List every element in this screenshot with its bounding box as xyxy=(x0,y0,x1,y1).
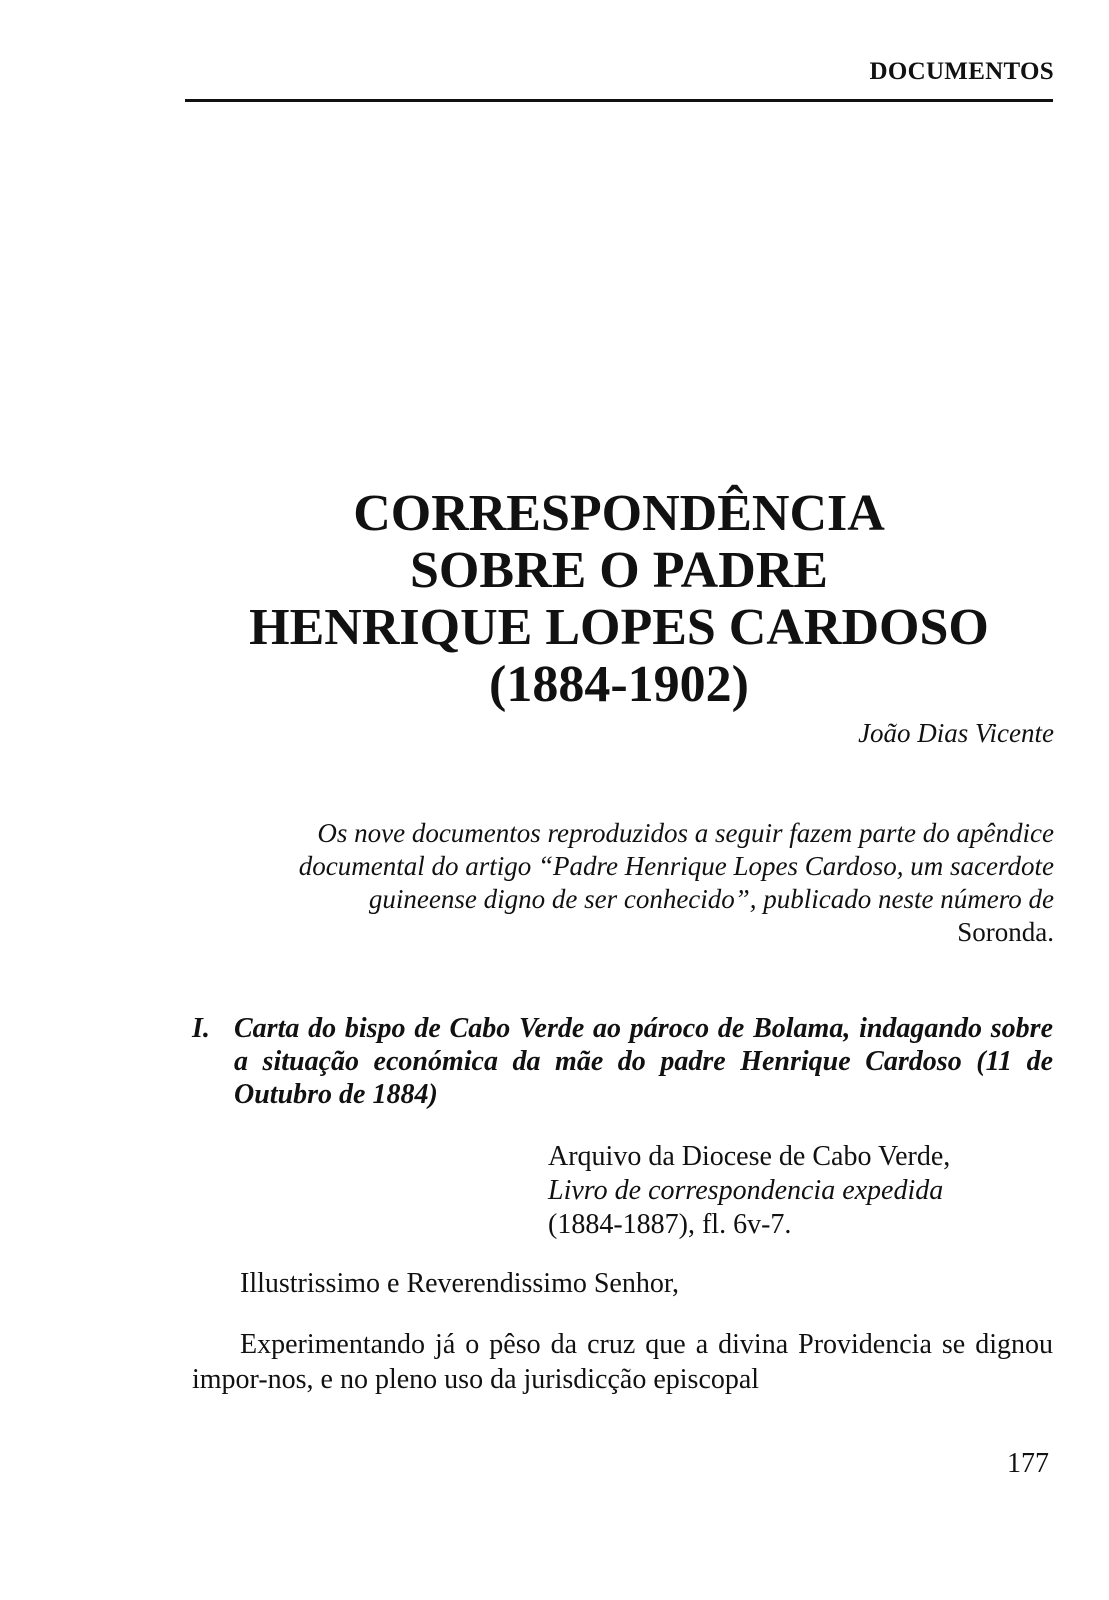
source-book: Livro de correspondencia expedida xyxy=(548,1175,944,1206)
title-line: CORRESPONDÊNCIA xyxy=(353,485,885,542)
section-label: DOCUMENTOS xyxy=(869,58,1054,85)
letter-body: Experimentando já o pêso da cruz que a divina Providencia se dignou impor-nos, e no pleno uso da jurisdicção episcopal xyxy=(192,1329,1053,1395)
page-number: 177 xyxy=(1007,1448,1049,1479)
article-author: João Dias Vicente xyxy=(858,718,1054,748)
document-heading xyxy=(192,1012,1053,1111)
title-line: (1884-1902) xyxy=(489,656,749,713)
title-line: SOBRE O PADRE xyxy=(410,542,828,599)
header-rule xyxy=(185,99,1053,102)
document-number: I. xyxy=(192,1013,210,1044)
intro-paragraph xyxy=(274,817,1054,949)
journal-name: Soronda. xyxy=(957,917,1054,947)
article-title xyxy=(185,485,1053,713)
source-archive: Arquivo da Diocese de Cabo Verde, xyxy=(548,1141,951,1172)
intro-text: Os nove documentos reproduzidos a seguir fazem parte do apêndice documental do artigo “Padre Henrique Lopes Cardoso, um sacerdote guineense digno de ser conhecido”, publicado neste número de xyxy=(298,818,1054,914)
document-source xyxy=(548,1140,1053,1242)
title-line: HENRIQUE LOPES CARDOSO xyxy=(249,599,989,656)
source-reference: (1884-1887), fl. 6v-7. xyxy=(548,1209,792,1240)
document-heading-text: Carta do bispo de Cabo Verde ao pároco de Bolama, indagando sobre a situação económica da mãe do padre Henrique Cardoso (11 de Outubro de 1884) xyxy=(234,1013,1053,1110)
letter-salutation: Illustrissimo e Reverendissimo Senhor, xyxy=(240,1268,680,1299)
